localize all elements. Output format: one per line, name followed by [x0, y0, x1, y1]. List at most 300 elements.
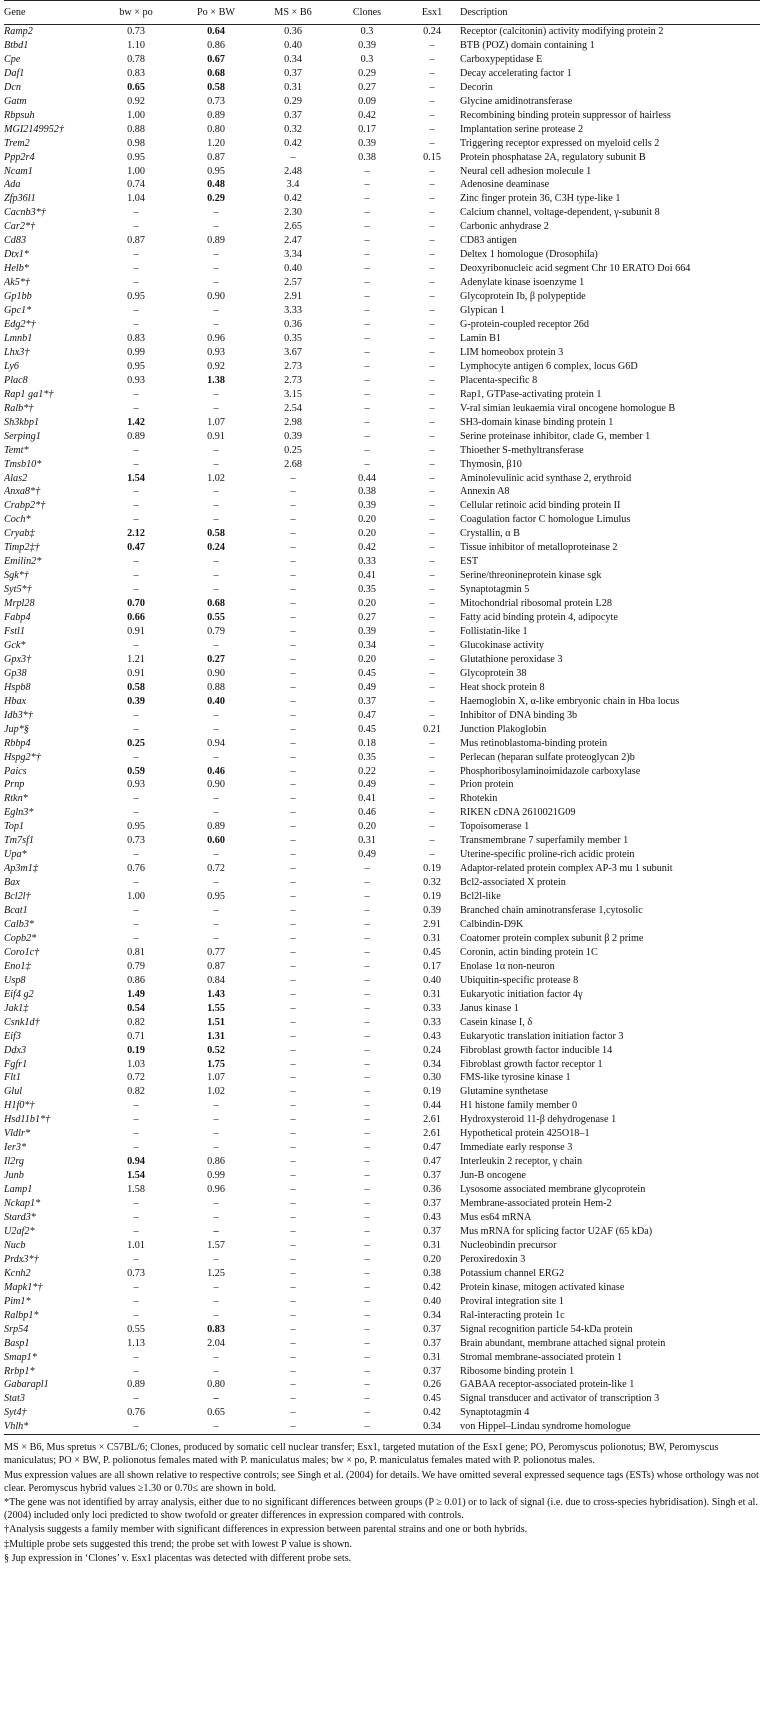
esx1-cell: –	[429, 207, 435, 219]
po-bw-cell: –	[213, 1198, 219, 1210]
bw-po-cell: 0.81	[127, 946, 145, 958]
ms-b6-cell: –	[290, 667, 296, 679]
esx1-cell: 0.34	[423, 1309, 441, 1321]
gene-cell: Prdx3*†	[4, 1253, 39, 1265]
bw-po-cell: 0.83	[127, 67, 145, 79]
po-bw-cell: 0.55	[207, 612, 225, 624]
description-cell: Lymphocyte antigen 6 complex, locus G6D	[460, 360, 638, 372]
description-cell: GABAA receptor-associated protein-like 1	[460, 1379, 635, 1391]
table-row	[4, 1071, 760, 1085]
esx1-cell: 0.31	[423, 988, 441, 1000]
gene-cell: Paics	[4, 765, 27, 777]
esx1-cell: –	[429, 681, 435, 693]
description-cell: Ribosome binding protein 1	[460, 1365, 575, 1377]
gene-cell: Rrbp1*	[4, 1365, 35, 1377]
gene-cell: Srp54	[4, 1323, 29, 1335]
description-cell: Synaptotagmin 5	[460, 584, 530, 596]
ms-b6-cell: –	[290, 486, 296, 498]
description-cell: Tissue inhibitor of metalloproteinase 2	[460, 542, 618, 554]
table-row	[4, 876, 760, 890]
bottom-rule	[4, 1434, 760, 1435]
bw-po-cell: –	[133, 932, 139, 944]
po-bw-cell: –	[213, 723, 219, 735]
esx1-cell: –	[429, 402, 435, 414]
clones-cell: –	[364, 402, 370, 414]
po-bw-cell: 0.29	[207, 193, 225, 205]
gene-cell: Nckap1*	[4, 1198, 41, 1210]
gene-cell: Ncam1	[4, 165, 33, 177]
description-cell: Glutamine synthetase	[460, 1086, 548, 1098]
ms-b6-cell: 2.30	[284, 207, 302, 219]
ms-b6-cell: –	[290, 1156, 296, 1168]
bw-po-cell: 0.72	[127, 1072, 145, 1084]
table-row	[4, 932, 760, 946]
gene-cell: U2af2*	[4, 1225, 35, 1237]
clones-cell: –	[364, 1100, 370, 1112]
esx1-cell: 0.40	[423, 1295, 441, 1307]
esx1-cell: 0.15	[423, 151, 441, 163]
bw-po-cell: –	[133, 584, 139, 596]
clones-cell: 0.42	[358, 109, 376, 121]
description-cell: Heat shock protein 8	[460, 681, 545, 693]
clones-cell: 0.37	[358, 695, 376, 707]
description-cell: FMS-like tyrosine kinase 1	[460, 1072, 571, 1084]
ms-b6-cell: 0.39	[284, 430, 302, 442]
gene-cell: Anxa8*†	[4, 486, 41, 498]
table-row	[4, 709, 760, 723]
gene-cell: Cpe	[4, 53, 21, 65]
gene-cell: Basp1	[4, 1337, 30, 1349]
esx1-cell: 0.17	[423, 960, 441, 972]
table-row	[4, 304, 760, 318]
description-cell: Signal recognition particle 54-kDa protein	[460, 1323, 633, 1335]
header-row	[4, 1, 760, 24]
description-cell: Follistatin-like 1	[460, 625, 528, 637]
po-bw-cell: –	[213, 221, 219, 233]
ms-b6-cell: 0.36	[284, 319, 302, 331]
ms-b6-cell: –	[290, 1114, 296, 1126]
clones-cell: –	[364, 235, 370, 247]
clones-cell: 0.20	[358, 528, 376, 540]
ms-b6-cell: –	[290, 1267, 296, 1279]
bw-po-cell: –	[133, 556, 139, 568]
po-bw-cell: 0.79	[207, 625, 225, 637]
bw-po-cell: 0.71	[127, 1030, 145, 1042]
esx1-cell: 0.37	[423, 1198, 441, 1210]
ms-b6-cell: –	[290, 1253, 296, 1265]
ms-b6-cell: –	[290, 1142, 296, 1154]
bw-po-cell: 0.83	[127, 332, 145, 344]
bw-po-cell: 1.03	[127, 1058, 145, 1070]
bw-po-cell: 0.73	[127, 26, 145, 37]
description-cell: Protein kinase, mitogen activated kinase	[460, 1281, 625, 1293]
po-bw-cell: –	[213, 1421, 219, 1433]
description-cell: Neural cell adhesion molecule 1	[460, 165, 592, 177]
po-bw-cell: 0.84	[207, 974, 225, 986]
esx1-cell: –	[429, 193, 435, 205]
gene-cell: Rbpsuh	[4, 109, 35, 121]
description-cell: Synaptotagmin 4	[460, 1407, 530, 1419]
description-cell: Topoisomerase 1	[460, 821, 530, 833]
ms-b6-cell: 0.29	[284, 95, 302, 107]
description-cell: Ubiquitin-specific protease 8	[460, 974, 579, 986]
ms-b6-cell: 0.34	[284, 53, 302, 65]
esx1-cell: 0.31	[423, 1239, 441, 1251]
ms-b6-cell: –	[290, 1225, 296, 1237]
po-bw-cell: –	[213, 1253, 219, 1265]
esx1-cell: 0.38	[423, 1267, 441, 1279]
table-row	[4, 1002, 760, 1016]
gene-expression-table	[4, 0, 760, 1435]
description-cell: Adaptor-related protein complex AP-3 mu 1 subunit	[460, 863, 673, 875]
gene-cell: Usp8	[4, 974, 26, 986]
clones-cell: –	[364, 1072, 370, 1084]
gene-cell: Jup*§	[4, 723, 29, 735]
gene-cell: Ak5*†	[4, 277, 31, 289]
esx1-cell: –	[429, 528, 435, 540]
description-cell: Interleukin 2 receptor, γ chain	[460, 1156, 583, 1168]
table-row	[4, 25, 760, 39]
description-cell: Decay accelerating factor 1	[460, 67, 572, 79]
gene-cell: Btbd1	[4, 39, 29, 51]
bw-po-cell: 1.54	[127, 1170, 145, 1182]
gene-cell: Eif4 g2	[4, 988, 34, 1000]
description-cell: Uterine-specific proline-rich acidic protein	[460, 849, 635, 861]
esx1-cell: –	[429, 360, 435, 372]
description-cell: Mus mRNA for splicing factor U2AF (65 kDa)	[460, 1225, 653, 1237]
table-row	[4, 1016, 760, 1030]
bw-po-cell: –	[133, 1253, 139, 1265]
table-row	[4, 95, 760, 109]
ms-b6-cell: –	[290, 1393, 296, 1405]
esx1-cell: –	[429, 639, 435, 651]
bw-po-cell: 0.78	[127, 53, 145, 65]
clones-cell: –	[364, 1184, 370, 1196]
table-row	[4, 1295, 760, 1309]
clones-cell: –	[364, 1295, 370, 1307]
po-bw-cell: –	[213, 919, 219, 930]
gene-cell: Top1	[4, 821, 25, 833]
po-bw-cell: –	[213, 277, 219, 289]
table-body	[4, 25, 760, 1434]
esx1-cell: –	[429, 165, 435, 177]
esx1-cell: 0.19	[423, 863, 441, 875]
description-cell: BTB (POZ) domain containing 1	[460, 39, 595, 51]
description-cell: Adenylate kinase isoenzyme 1	[460, 277, 585, 289]
esx1-cell: –	[429, 137, 435, 149]
ms-b6-cell: 0.31	[284, 81, 302, 93]
ms-b6-cell: –	[290, 695, 296, 707]
bw-po-cell: –	[133, 1393, 139, 1405]
po-bw-cell: –	[213, 514, 219, 526]
description-cell: Thymosin, β10	[460, 458, 522, 470]
esx1-cell: –	[429, 779, 435, 791]
gene-cell: Cd83	[4, 235, 27, 247]
description-cell: Enolase 1α non-neuron	[460, 960, 555, 972]
ms-b6-cell: –	[290, 779, 296, 791]
table-row	[4, 848, 760, 862]
po-bw-cell: 0.87	[207, 960, 225, 972]
po-bw-cell: –	[213, 793, 219, 805]
esx1-cell: 0.26	[423, 1379, 441, 1391]
description-cell: G-protein-coupled receptor 26d	[460, 319, 589, 331]
ms-b6-cell: –	[290, 1072, 296, 1084]
description-cell: V-ral simian leukaemia viral oncogene homologue B	[460, 402, 676, 414]
clones-cell: –	[364, 932, 370, 944]
gene-cell: Gabarapl1	[4, 1379, 49, 1391]
clones-cell: 0.27	[358, 612, 376, 624]
esx1-cell: –	[429, 305, 435, 317]
clones-cell: 0.35	[358, 751, 376, 763]
po-bw-cell: 1.31	[207, 1030, 225, 1042]
gene-cell: Car2*†	[4, 221, 36, 233]
gene-cell: Gpx3†	[4, 653, 32, 665]
table-row	[4, 1058, 760, 1072]
esx1-cell: –	[429, 500, 435, 512]
bw-po-cell: 0.89	[127, 430, 145, 442]
bw-po-cell: 0.66	[127, 612, 145, 624]
ms-b6-cell: –	[290, 1295, 296, 1307]
table-row	[4, 53, 760, 67]
table-row	[4, 1351, 760, 1365]
ms-b6-cell: –	[290, 946, 296, 958]
clones-cell: –	[364, 1142, 370, 1154]
clones-cell: –	[364, 193, 370, 205]
clones-cell: 0.3	[360, 53, 374, 65]
description-cell: Brain abundant, membrane attached signal protein	[460, 1337, 666, 1349]
bw-po-cell: –	[133, 486, 139, 498]
esx1-cell: 0.45	[423, 1393, 441, 1405]
po-bw-cell: 0.95	[207, 165, 225, 177]
ms-b6-cell: –	[290, 598, 296, 610]
gene-cell: Helb*	[4, 263, 29, 275]
table-row	[4, 1406, 760, 1420]
ms-b6-cell: –	[290, 612, 296, 624]
gene-cell: Trem2	[4, 137, 30, 149]
bw-po-cell: –	[133, 1100, 139, 1112]
bw-po-cell: 1.21	[127, 653, 145, 665]
clones-cell: –	[364, 221, 370, 233]
table-row	[4, 123, 760, 137]
esx1-cell: –	[429, 765, 435, 777]
description-cell: Triggering receptor expressed on myeloid cells 2	[460, 137, 660, 149]
po-bw-cell: –	[213, 1309, 219, 1321]
po-bw-cell: 0.89	[207, 235, 225, 247]
gene-cell: Crabp2*†	[4, 500, 46, 512]
esx1-cell: –	[429, 95, 435, 107]
esx1-cell: –	[429, 458, 435, 470]
description-cell: Coatomer protein complex subunit β 2 prime	[460, 932, 644, 944]
gene-cell: Eno1‡	[4, 960, 31, 972]
bw-po-cell: –	[133, 500, 139, 512]
clones-cell: –	[364, 332, 370, 344]
table-row	[4, 485, 760, 499]
esx1-cell: 0.31	[423, 932, 441, 944]
table-row	[4, 276, 760, 290]
table-row	[4, 109, 760, 123]
ms-b6-cell: –	[290, 542, 296, 554]
table-row	[4, 1239, 760, 1253]
bw-po-cell: –	[133, 305, 139, 317]
bw-po-cell: –	[133, 1421, 139, 1433]
clones-cell: –	[364, 988, 370, 1000]
ms-b6-cell: –	[290, 988, 296, 1000]
esx1-cell: –	[429, 67, 435, 79]
esx1-cell: 2.91	[423, 919, 441, 930]
clones-cell: 0.22	[358, 765, 376, 777]
po-bw-cell: 0.87	[207, 151, 225, 163]
clones-cell: –	[364, 1030, 370, 1042]
clones-cell: –	[364, 1253, 370, 1265]
bw-po-cell: 1.00	[127, 165, 145, 177]
bw-po-cell: 1.01	[127, 1239, 145, 1251]
esx1-cell: 0.19	[423, 891, 441, 903]
description-cell: Junction Plakoglobin	[460, 723, 547, 735]
gene-cell: Flt1	[4, 1072, 21, 1084]
po-bw-cell: –	[213, 1225, 219, 1237]
esx1-cell: –	[429, 542, 435, 554]
clones-cell: –	[364, 1323, 370, 1335]
table-row	[4, 890, 760, 904]
table-row	[4, 39, 760, 53]
table-row	[4, 1127, 760, 1141]
table-row	[4, 248, 760, 262]
po-bw-cell: –	[213, 305, 219, 317]
esx1-cell: 0.21	[423, 723, 441, 735]
table-row	[4, 416, 760, 430]
ms-b6-cell: –	[290, 528, 296, 540]
bw-po-cell: –	[133, 570, 139, 582]
table-row	[4, 569, 760, 583]
clones-cell: –	[364, 1239, 370, 1251]
description-cell: Glutathione peroxidase 3	[460, 653, 563, 665]
table-row	[4, 946, 760, 960]
esx1-cell: 0.24	[423, 1044, 441, 1056]
gene-cell: Cacnb3*†	[4, 207, 46, 219]
ms-b6-cell: –	[290, 1170, 296, 1182]
gene-cell: Rbbp4	[4, 737, 31, 749]
description-cell: Annexin A8	[460, 486, 510, 498]
ms-b6-cell: –	[290, 1309, 296, 1321]
po-bw-cell: 0.96	[207, 332, 225, 344]
ms-b6-cell: 0.37	[284, 109, 302, 121]
header-clones: Clones	[352, 6, 382, 18]
po-bw-cell: –	[213, 1100, 219, 1112]
description-cell: Recombining binding protein suppressor of hairless	[460, 109, 671, 121]
bw-po-cell: 0.54	[127, 1002, 145, 1014]
gene-cell: Rtkn*	[4, 793, 28, 805]
clones-cell: –	[364, 891, 370, 903]
gene-cell: Sh3kbp1	[4, 416, 40, 428]
table-row	[4, 318, 760, 332]
ms-b6-cell: –	[290, 849, 296, 861]
clones-cell: –	[364, 458, 370, 470]
po-bw-cell: 0.46	[207, 765, 225, 777]
table-row	[4, 597, 760, 611]
ms-b6-cell: –	[290, 1100, 296, 1112]
table-row	[4, 625, 760, 639]
description-cell: Ral-interacting protein 1c	[460, 1309, 565, 1321]
clones-cell: –	[364, 444, 370, 456]
bw-po-cell: –	[133, 1114, 139, 1126]
po-bw-cell: –	[213, 500, 219, 512]
clones-cell: –	[364, 974, 370, 986]
bw-po-cell: 1.00	[127, 109, 145, 121]
table-row	[4, 137, 760, 151]
description-cell: Transmembrane 7 superfamily member 1	[460, 835, 629, 847]
po-bw-cell: 0.77	[207, 946, 225, 958]
description-cell: Inhibitor of DNA binding 3b	[460, 709, 578, 721]
clones-cell: –	[364, 374, 370, 386]
gene-cell: Smap1*	[4, 1351, 37, 1363]
bw-po-cell: –	[133, 388, 139, 400]
ms-b6-cell: –	[290, 625, 296, 637]
esx1-cell: –	[429, 430, 435, 442]
esx1-cell: –	[429, 751, 435, 763]
clones-cell: –	[364, 305, 370, 317]
po-bw-cell: –	[213, 263, 219, 275]
table-row	[4, 1141, 760, 1155]
description-cell: Coagulation factor C homologue Limulus	[460, 514, 631, 526]
gene-cell: Plac8	[4, 374, 28, 386]
gene-cell: Nucb	[4, 1239, 26, 1251]
bw-po-cell: 0.95	[127, 291, 145, 303]
esx1-cell: 0.37	[423, 1365, 441, 1377]
gene-cell: Ada	[4, 179, 21, 191]
esx1-cell: –	[429, 319, 435, 331]
bw-po-cell: 0.55	[127, 1323, 145, 1335]
clones-cell: –	[364, 1365, 370, 1377]
po-bw-cell: –	[213, 1114, 219, 1126]
description-cell: Perlecan (heparan sulfate proteoglycan 2)b	[460, 751, 635, 763]
bw-po-cell: –	[133, 514, 139, 526]
ms-b6-cell: –	[290, 1044, 296, 1056]
clones-cell: 0.38	[358, 486, 376, 498]
bw-po-cell: 0.91	[127, 667, 145, 679]
gene-cell: Hbax	[4, 695, 27, 707]
bw-po-cell: –	[133, 1309, 139, 1321]
gene-cell: Tmsb10*	[4, 458, 42, 470]
clones-cell: –	[364, 1393, 370, 1405]
gene-cell: Ramp2	[4, 26, 33, 37]
footnote: MS × B6, Mus spretus × C57BL/6; Clones, produced by somatic cell nuclear transfer; Esx1, targeted mutation of the Esx1 gene; PO, Peromyscus polionotus; BW, Peromyscus maniculatus; PO × BW, P. polionotus females mated with P. maniculatus males; bw × po, P. maniculatus females mated with P. polionotus males.	[4, 1442, 719, 1467]
description-cell: Aminolevulinic acid synthase 2, erythroid	[460, 472, 632, 484]
description-cell: Casein kinase I, δ	[460, 1016, 533, 1028]
ms-b6-cell: –	[290, 1407, 296, 1419]
esx1-cell: –	[429, 263, 435, 275]
ms-b6-cell: –	[290, 863, 296, 875]
clones-cell: 0.39	[358, 625, 376, 637]
gene-cell: Edg2*†	[4, 319, 36, 331]
bw-po-cell: –	[133, 1212, 139, 1224]
table-row	[4, 67, 760, 81]
bw-po-cell: –	[133, 807, 139, 819]
clones-cell: 0.34	[358, 639, 376, 651]
gene-cell: H1f0*†	[4, 1100, 35, 1112]
table-row	[4, 653, 760, 667]
po-bw-cell: 0.73	[207, 95, 225, 107]
bw-po-cell: 0.93	[127, 779, 145, 791]
table-row	[4, 234, 760, 248]
ms-b6-cell: 2.47	[284, 235, 302, 247]
po-bw-cell: 0.90	[207, 779, 225, 791]
po-bw-cell: 0.58	[207, 528, 225, 540]
gene-cell: Dcn	[4, 81, 21, 93]
gene-cell: Zfp36l1	[4, 193, 36, 205]
bw-po-cell: –	[133, 249, 139, 261]
clones-cell: 0.47	[358, 709, 376, 721]
description-cell: Lamin B1	[460, 332, 502, 344]
